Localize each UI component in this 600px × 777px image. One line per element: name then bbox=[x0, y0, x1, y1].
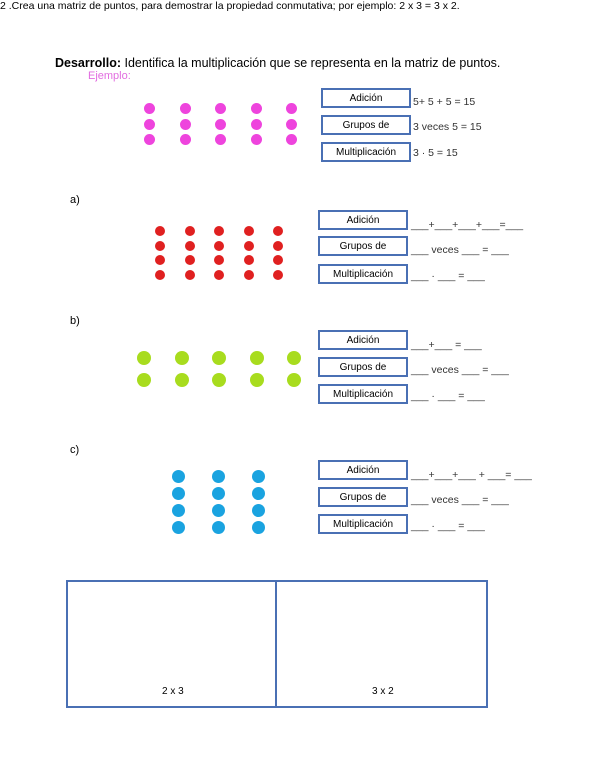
dot bbox=[214, 255, 224, 265]
commutative-answer-frame[interactable] bbox=[66, 580, 488, 708]
exercise-c-groups-blank[interactable]: ___ veces ___ = ___ bbox=[411, 494, 509, 506]
exercise-b-label: b) bbox=[70, 315, 80, 327]
dot bbox=[273, 255, 283, 265]
dot bbox=[252, 521, 265, 534]
dot bbox=[286, 134, 297, 145]
dot bbox=[212, 504, 225, 517]
dot bbox=[172, 470, 185, 483]
dot bbox=[251, 119, 262, 130]
dot bbox=[215, 134, 226, 145]
right-caption: 3 x 2 bbox=[372, 686, 394, 697]
question-2-text: 2 .Crea una matriz de puntos, para demostrar la propiedad conmutativa; por ejemplo: 2 x 3 = 3 x 2. bbox=[0, 0, 460, 12]
groups-box: Grupos de bbox=[318, 487, 408, 507]
exercise-b-addition-blank[interactable]: ___+___ = ___ bbox=[411, 339, 482, 351]
dot bbox=[212, 521, 225, 534]
dot bbox=[214, 241, 224, 251]
dot bbox=[215, 119, 226, 130]
groups-box: Grupos de bbox=[321, 115, 411, 135]
dot bbox=[214, 270, 224, 280]
dot bbox=[185, 255, 195, 265]
example-multiplication-answer: 3 · 5 = 15 bbox=[413, 147, 458, 159]
multiplication-box: Multiplicación bbox=[318, 514, 408, 534]
dot bbox=[144, 103, 155, 114]
dot bbox=[212, 373, 226, 387]
dot bbox=[175, 373, 189, 387]
dot bbox=[215, 103, 226, 114]
dot bbox=[180, 119, 191, 130]
dot bbox=[252, 487, 265, 500]
exercise-a-addition-blank[interactable]: ___+___+___+___=___ bbox=[411, 219, 524, 231]
dot bbox=[214, 226, 224, 236]
dot bbox=[137, 351, 151, 365]
dot bbox=[250, 351, 264, 365]
dot bbox=[144, 119, 155, 130]
dot bbox=[144, 134, 155, 145]
addition-box: Adición bbox=[321, 88, 411, 108]
dot bbox=[185, 226, 195, 236]
dot bbox=[244, 270, 254, 280]
dot bbox=[244, 255, 254, 265]
multiplication-box: Multiplicación bbox=[321, 142, 411, 162]
addition-box: Adición bbox=[318, 330, 408, 350]
dot bbox=[137, 373, 151, 387]
dot bbox=[212, 351, 226, 365]
exercise-c-label: c) bbox=[70, 444, 80, 456]
dot bbox=[286, 103, 297, 114]
groups-box: Grupos de bbox=[318, 357, 408, 377]
dot bbox=[212, 487, 225, 500]
heading-text: Identifica la multiplicación que se representa en la matriz de puntos. bbox=[121, 56, 501, 70]
dot bbox=[252, 504, 265, 517]
groups-box: Grupos de bbox=[318, 236, 408, 256]
dot bbox=[155, 270, 165, 280]
dot bbox=[252, 470, 265, 483]
dot bbox=[172, 504, 185, 517]
example-groups-answer: 3 veces 5 = 15 bbox=[413, 121, 482, 133]
dot bbox=[185, 270, 195, 280]
dot bbox=[180, 103, 191, 114]
dot bbox=[172, 521, 185, 534]
dot bbox=[250, 373, 264, 387]
dot bbox=[244, 226, 254, 236]
dot bbox=[185, 241, 195, 251]
addition-box: Adición bbox=[318, 460, 408, 480]
dot bbox=[251, 134, 262, 145]
dot bbox=[286, 119, 297, 130]
example-label: Ejemplo: bbox=[88, 70, 131, 82]
dot bbox=[155, 241, 165, 251]
exercise-a-groups-blank[interactable]: ___ veces ___ = ___ bbox=[411, 244, 509, 256]
dot bbox=[287, 351, 301, 365]
heading-bold: Desarrollo: bbox=[55, 56, 121, 70]
dot bbox=[155, 255, 165, 265]
instructions-heading bbox=[55, 56, 500, 70]
exercise-c-addition-blank[interactable]: ___+___+___ + ___= ___ bbox=[411, 469, 532, 481]
example-addition-answer: 5+ 5 + 5 = 15 bbox=[413, 96, 476, 108]
dot bbox=[251, 103, 262, 114]
dot bbox=[244, 241, 254, 251]
dot bbox=[155, 226, 165, 236]
dot bbox=[273, 270, 283, 280]
dot bbox=[273, 226, 283, 236]
frame-divider bbox=[275, 580, 277, 708]
exercise-c-multiplication-blank[interactable]: ___ · ___ = ___ bbox=[411, 520, 485, 532]
exercise-b-groups-blank[interactable]: ___ veces ___ = ___ bbox=[411, 364, 509, 376]
exercise-a-multiplication-blank[interactable]: ___ · ___ = ___ bbox=[411, 270, 485, 282]
multiplication-box: Multiplicación bbox=[318, 384, 408, 404]
dot bbox=[287, 373, 301, 387]
dot bbox=[212, 470, 225, 483]
dot bbox=[175, 351, 189, 365]
dot bbox=[273, 241, 283, 251]
addition-box: Adición bbox=[318, 210, 408, 230]
multiplication-box: Multiplicación bbox=[318, 264, 408, 284]
exercise-a-label: a) bbox=[70, 194, 80, 206]
left-caption: 2 x 3 bbox=[162, 686, 184, 697]
exercise-b-multiplication-blank[interactable]: ___ · ___ = ___ bbox=[411, 390, 485, 402]
dot bbox=[180, 134, 191, 145]
dot bbox=[172, 487, 185, 500]
